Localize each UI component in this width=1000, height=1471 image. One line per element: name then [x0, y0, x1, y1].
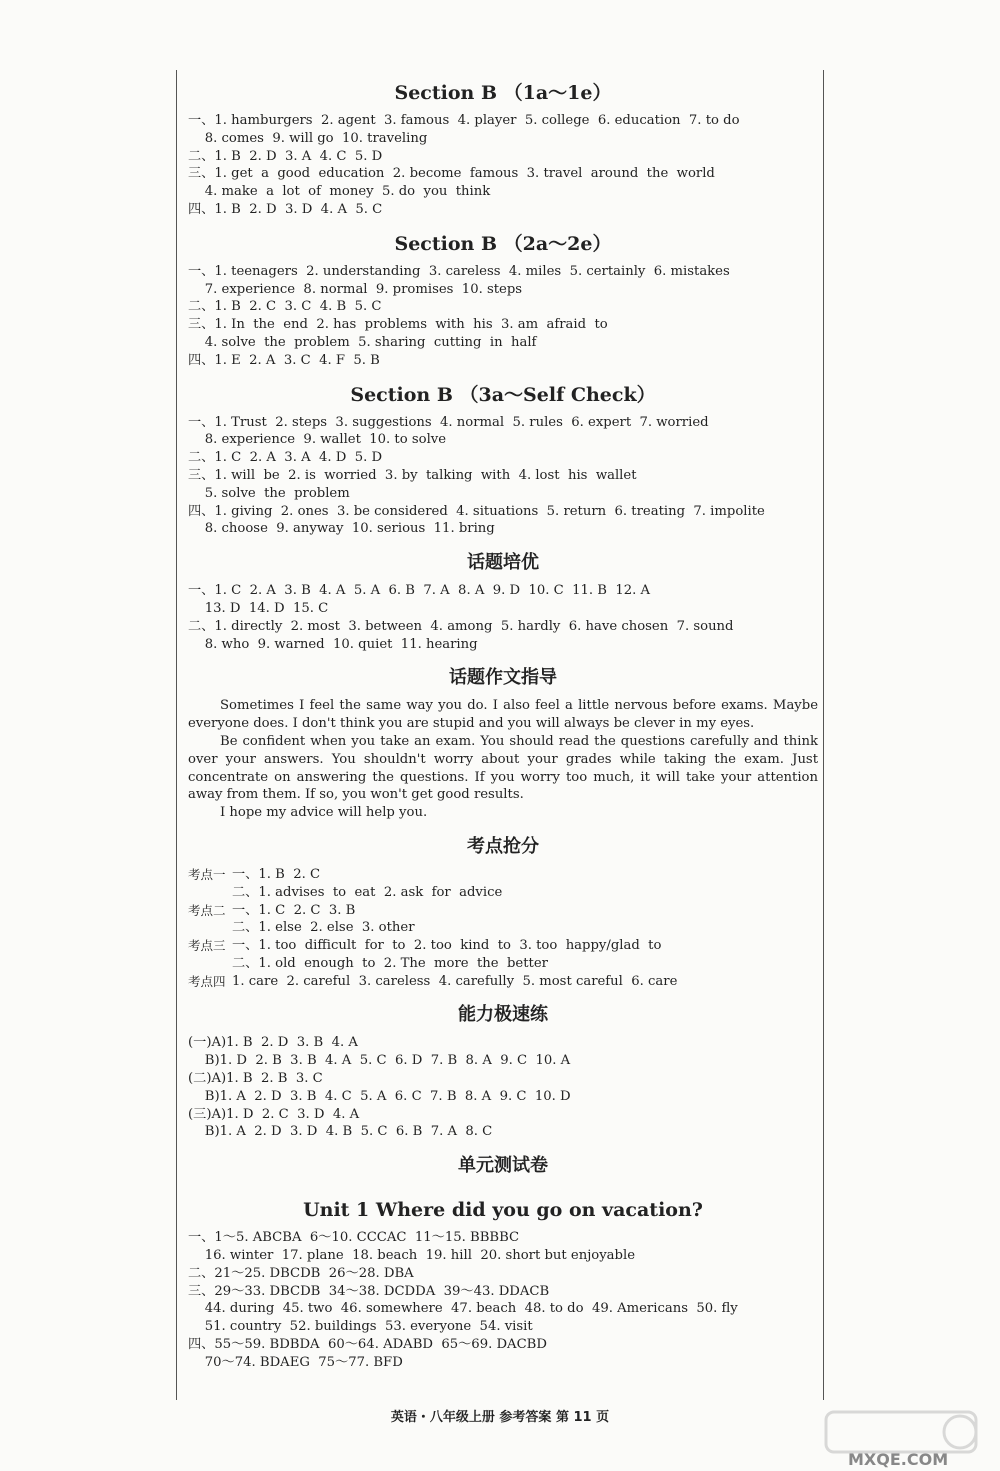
answer-line: 一、1. teenagers 2. understanding 3. careless 4. miles 5. certainly 6. mistakes: [188, 263, 730, 279]
essay-paragraph: Be confident when you take an exam. You should read the questions carefully and think over your answers. You shouldn't worry about your grades while taking the exam. Just concentrate on answering the questions. If you worry too much, it will take your attention away from them. If so, you won't get good results.: [188, 733, 818, 803]
kaodian-label: 考点二: [188, 902, 226, 918]
answer-line: 一、1～5. ABCBA 6～10. CCCAC 11～15. BBBBC: [188, 1230, 520, 1246]
answer-line: 二、1. C 2. A 3. A 4. D 5. D: [188, 450, 383, 466]
kaodian-label: 考点四: [188, 973, 226, 989]
answer-line: 三、29～33. DBCDB 34～38. DCDDA 39～43. DDACB: [188, 1283, 550, 1299]
kaodian-text: 二、1. else 2. else 3. other: [232, 920, 415, 936]
kaodian-row: [188, 937, 818, 955]
nengli-answers: [188, 1034, 818, 1141]
answer-line: (二)A)1. B 2. B 3. C: [188, 1071, 323, 1087]
section-title-kaodian: 考点抢分: [467, 835, 539, 857]
answer-line: 四、55～59. BDBDA 60～64. ADABD 65～69. DACBD: [188, 1337, 547, 1353]
answer-line: 二、1. B 2. C 3. C 4. B 5. C: [188, 299, 382, 315]
kaodian-label: 考点三: [188, 938, 226, 954]
kaodian-row: [188, 955, 818, 973]
answer-line: 8. experience 9. wallet 10. to solve: [188, 432, 447, 448]
kaodian-row: [188, 884, 818, 902]
section-title-topic: 话题培优: [467, 552, 539, 574]
kaodian-answers: [188, 866, 818, 991]
kaodian-text: 二、1. old enough to 2. The more the better: [232, 955, 548, 971]
answer-line: 4. solve the problem 5. sharing cutting in half: [188, 334, 537, 350]
answer-line: 13. D 14. D 15. C: [188, 600, 329, 616]
answer-line: 二、1. directly 2. most 3. between 4. among 5. hardly 6. have chosen 7. sound: [188, 618, 734, 634]
kaodian-text: 二、1. advises to eat 2. ask for advice: [232, 884, 503, 900]
topic-answers: [188, 582, 818, 653]
answer-line: B)1. D 2. B 3. B 4. A 5. C 6. D 7. B 8. A 9. C 10. A: [188, 1053, 571, 1069]
essay-paragraph: I hope my advice will help you.: [220, 805, 428, 821]
answer-line: 二、21～25. DBCDB 26～28. DBA: [188, 1265, 414, 1281]
page-footer: 英语・八年级上册 参考答案 第 11 页: [390, 1410, 610, 1425]
answer-line: B)1. A 2. D 3. B 4. C 5. A 6. C 7. B 8. A 9. C 10. D: [188, 1088, 571, 1104]
section-1a-1e-answers: [188, 112, 818, 219]
kaodian-row: [188, 973, 818, 991]
section-title-2a-2e: Section B （2a～2e）: [394, 232, 612, 255]
watermark-text: MXQE.COM: [848, 1450, 949, 1469]
answer-line: 8. who 9. warned 10. quiet 11. hearing: [188, 636, 478, 652]
section-3a-answers: [188, 414, 818, 539]
essay-paragraph: Sometimes I feel the same way you do. I also feel a little nervous before exams. Maybe everyone does. I don't think you are stupid and you will always be clever in my eyes.: [188, 698, 818, 732]
answer-line: 8. choose 9. anyway 10. serious 11. bring: [188, 521, 495, 537]
answer-line: 70～74. BDAEG 75～77. BFD: [188, 1354, 403, 1370]
kaodian-label: [188, 955, 232, 973]
answer-line: 一、1. C 2. A 3. B 4. A 5. A 6. B 7. A 8. A 9. D 10. C 11. B 12. A: [188, 583, 651, 599]
section-title-1a-1e: Section B （1a～1e）: [394, 82, 612, 104]
answer-line: 5. solve the problem: [188, 485, 350, 501]
kaodian-text: 1. care 2. careful 3. careless 4. carefully 5. most careful 6. care: [232, 973, 678, 989]
kaodian-label: 考点一: [188, 866, 226, 882]
answer-line: (一)A)1. B 2. D 3. B 4. A: [188, 1035, 358, 1051]
section-2a-2e-answers: [188, 263, 818, 370]
unit-title: Unit 1 Where did you go on vacation?: [303, 1199, 703, 1222]
kaodian-text: 一、1. too difficult for to 2. too kind to 3. too happy/glad to: [232, 938, 662, 954]
answer-line: 二、1. B 2. D 3. A 4. C 5. D: [188, 148, 383, 164]
answer-line: 一、1. hamburgers 2. agent 3. famous 4. player 5. college 6. education 7. to do: [188, 113, 740, 128]
kaodian-text: 一、1. B 2. C: [232, 866, 321, 882]
answer-line: 8. comes 9. will go 10. traveling: [188, 130, 428, 146]
answer-line: B)1. A 2. D 3. D 4. B 5. C 6. B 7. A 8. C: [188, 1124, 493, 1140]
kaodian-row: [188, 866, 818, 884]
essay-body: [188, 697, 818, 822]
answer-line: 51. country 52. buildings 53. everyone 54. visit: [188, 1319, 533, 1335]
answer-line: 四、1. E 2. A 3. C 4. F 5. B: [188, 352, 380, 368]
kaodian-label: [188, 884, 232, 902]
answer-line: (三)A)1. D 2. C 3. D 4. A: [188, 1106, 360, 1122]
answer-line: 四、1. B 2. D 3. D 4. A 5. C: [188, 201, 383, 217]
answer-line: 4. make a lot of money 5. do you think: [188, 184, 491, 200]
answer-line: 三、1. In the end 2. has problems with his 3. am afraid to: [188, 317, 608, 333]
kaodian-label: [188, 919, 232, 937]
section-title-3a-self-check: Section B （3a～Self Check）: [350, 383, 656, 406]
answer-line: 44. during 45. two 46. somewhere 47. beach 48. to do 49. Americans 50. fly: [188, 1301, 738, 1317]
answer-line: 一、1. Trust 2. steps 3. suggestions 4. normal 5. rules 6. expert 7. worried: [188, 414, 709, 430]
answer-line: 四、1. giving 2. ones 3. be considered 4. situations 5. return 6. treating 7. impolite: [188, 503, 765, 519]
section-title-nengli: 能力极速练: [458, 1004, 548, 1026]
section-title-essay: 话题作文指导: [449, 667, 557, 689]
answer-line: 三、1. get a good education 2. become famous 3. travel around the world: [188, 166, 715, 182]
right-margin-rule: [823, 70, 824, 1400]
kaodian-row: [188, 919, 818, 937]
kaodian-text: 一、1. C 2. C 3. B: [232, 902, 356, 918]
section-title-unit-test: 单元测试卷: [458, 1155, 548, 1177]
answer-sheet: [188, 78, 818, 1382]
left-margin-rule: [176, 70, 177, 1400]
answer-line: 三、1. will be 2. is worried 3. by talking with 4. lost his wallet: [188, 467, 637, 483]
answer-line: 7. experience 8. normal 9. promises 10. steps: [188, 281, 523, 297]
kaodian-row: [188, 902, 818, 920]
unit-answers: [188, 1229, 818, 1371]
answer-line: 16. winter 17. plane 18. beach 19. hill 20. short but enjoyable: [188, 1248, 636, 1264]
